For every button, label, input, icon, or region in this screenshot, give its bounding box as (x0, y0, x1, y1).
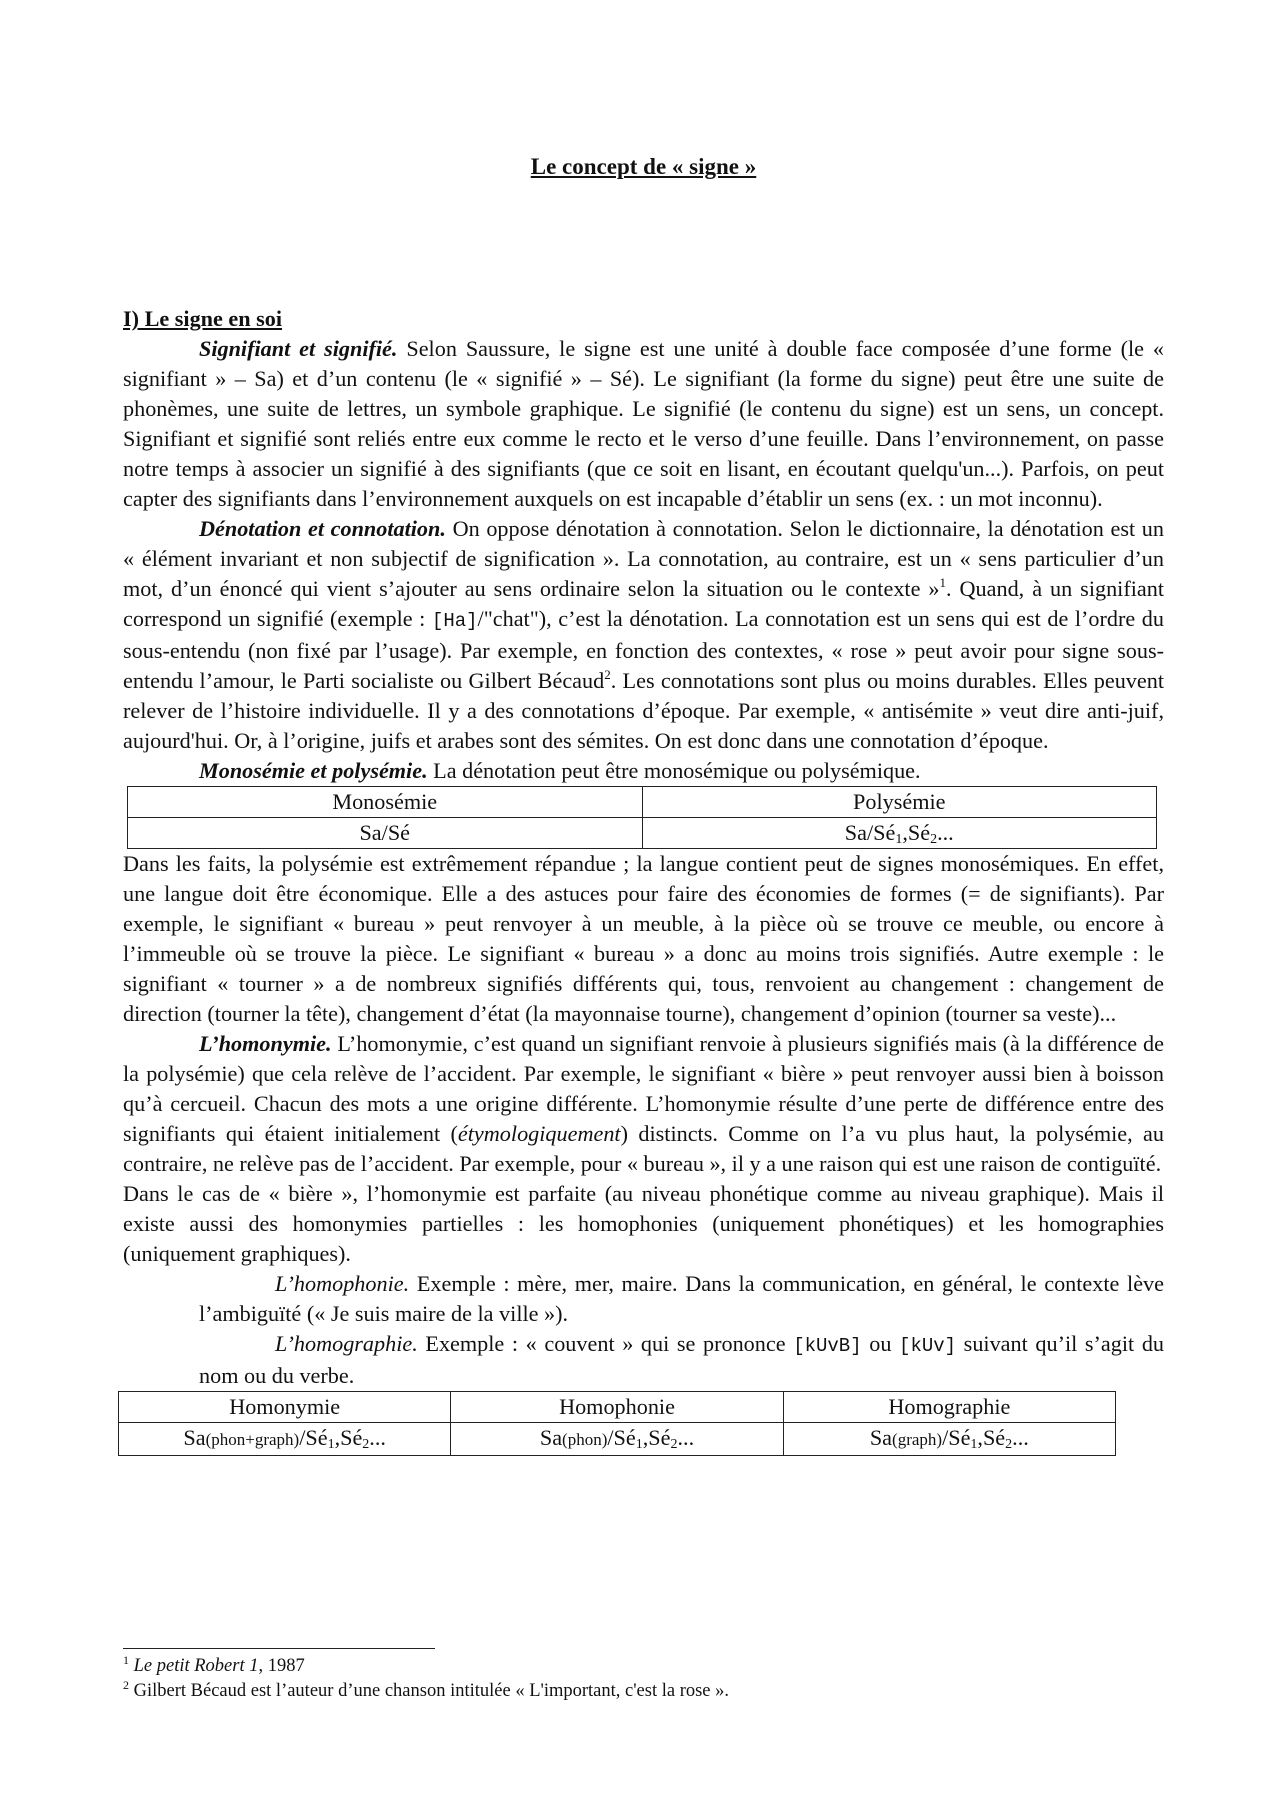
subscript: 1 (970, 1437, 978, 1452)
subscript: 2 (670, 1437, 678, 1452)
footnote-1 (123, 1654, 1164, 1679)
footnote-number: 1 (123, 1653, 129, 1667)
cell-text: ... (677, 1425, 695, 1450)
subscript: 2 (930, 832, 938, 847)
table-row (128, 818, 1157, 849)
paragraph-lead: Monosémie et polysémie. (199, 758, 428, 783)
paragraph-text: ou (861, 1331, 900, 1356)
subscript: 2 (362, 1437, 370, 1452)
subscript: 1 (635, 1437, 643, 1452)
footnotes (123, 1654, 1164, 1704)
table-row (128, 787, 1157, 818)
homonymie-table (118, 1391, 1116, 1456)
footnote-2 (123, 1679, 1164, 1704)
paragraph-denotation (123, 514, 1164, 756)
cell-text: ,Sé (977, 1425, 1006, 1450)
cell-text: Sa (539, 1425, 563, 1450)
document-body (123, 304, 1164, 1456)
footnote-number: 2 (123, 1678, 129, 1692)
cell-text: ... (1012, 1425, 1029, 1450)
cell-small-text: (graph) (892, 1430, 943, 1449)
cell-small-text: (phon) (562, 1430, 608, 1449)
cell-text: Sa (869, 1425, 893, 1450)
cell-text: Sa/Sé (844, 820, 896, 845)
table-cell: Sa/Sé (128, 818, 643, 849)
table-header-cell: Homonymie (119, 1392, 451, 1423)
paragraph-signifiant (123, 334, 1164, 514)
paragraph-monosemie (123, 756, 1164, 786)
subscript: 2 (1005, 1437, 1013, 1452)
footnote-divider (123, 1648, 435, 1649)
table-cell (783, 1423, 1115, 1456)
paragraph-text: ) distincts. Comme on l’a vu plus haut, la polysémie, au contraire, ne relève pas de l’accident. Par exemple, pour « bureau », il y a une raison qui est une raison de contiguïté. (123, 1121, 1164, 1176)
phonetic-transcription: [kUv] (899, 1335, 957, 1357)
table-header-cell: Homographie (783, 1392, 1115, 1423)
paragraph-text: Exemple : mère, mer, maire. Dans la communication, en général, le contexte lève l’ambiguïté (« Je suis maire de la ville »). (199, 1271, 1164, 1326)
paragraph-lead: L’homonymie. (199, 1031, 332, 1056)
table-cell (119, 1423, 451, 1456)
cell-text: ... (369, 1425, 386, 1450)
footnote-italic: Le petit Robert 1 (133, 1656, 259, 1676)
paragraph-biere: Dans le cas de « bière », l’homonymie est parfaite (au niveau phonétique comme au niveau graphique). Mais il existe aussi des homonymies partielles : les homophonies (uniquement phonétiques) et les homographies (uniquement graphiques). (123, 1181, 1164, 1266)
table-cell (642, 818, 1157, 849)
cell-small-text: (phon+graph) (205, 1430, 300, 1449)
paragraph-lead: Dénotation et connotation. (199, 516, 446, 541)
paragraph-lead: L’homophonie. (275, 1271, 410, 1296)
phonetic-transcription: [Ha] (431, 610, 478, 632)
paragraph-text: La dénotation peut être monosémique ou polysémique. (427, 758, 921, 783)
paragraph-polysemie-faits: Dans les faits, la polysémie est extrêmement répandue ; la langue contient peut de signes monosémiques. En effet, une langue doit être économique. Elle a des astuces pour faire des économies de formes (= de signifiants). Par exemple, le signifiant « bureau » peut renvoyer à un meuble, à la pièce où se trouve ce meuble, ou encore à l’immeuble où se trouve la pièce. Le signifiant « bureau » a donc au moins trois signifiés. Autre exemple : le signifiant « tourner » a de nombreux signifiés différents qui, tous, renvoient au changement : changement de direction (tourner la tête), changement d’état (la mayonnaise tourne), changement d’opinion (tourner sa veste)... (123, 851, 1164, 1026)
footnote-ref-2[interactable]: 2 (604, 667, 611, 682)
table-header-cell: Homophonie (451, 1392, 783, 1423)
cell-text: ,Sé (334, 1425, 363, 1450)
table-cell (451, 1423, 783, 1456)
paragraph-text: /"chat"), c’est la dénotation. La connotation est un sens qui est de l’ordre du sous-entendu (non fixé par l’usage). Par exemple, en fonction des contextes, « rose » peut avoir pour signe sous-entendu l’amour, le Parti socialiste ou Gilbert Bécaud (123, 606, 1164, 693)
table-row (119, 1423, 1116, 1456)
footnote-text: , 1987 (258, 1656, 305, 1676)
cell-text: /Sé (607, 1425, 636, 1450)
section-heading: I) Le signe en soi (123, 306, 283, 331)
paragraph-text: . Quand, à un signifiant correspond un signifié (exemple : (123, 576, 1164, 631)
paragraph-lead: L’homographie. (275, 1331, 418, 1356)
paragraph-homonymie (123, 1029, 1164, 1179)
cell-text: /Sé (942, 1425, 971, 1450)
paragraph-text: Selon Saussure, le signe est une unité à double face composée d’une forme (le « signifiant » – Sa) et d’un contenu (le « signifié » – Sé). Le signifiant (la forme du signe) peut être une suite de phonèmes, une suite de lettres, un symbole graphique. Le signifié (le contenu du signe) est un sens, un concept. Signifiant et signifié sont reliés entre eux comme le recto et le verso d’une feuille. Dans l’environnement, on passe notre temps à associer un signifié à des signifiants (que ce soit en lisant, en écoutant quelqu'un...). Parfois, on peut capter des signifiants dans l’environnement auxquels on est incapable d’établir un sens (ex. : un mot inconnu). (123, 336, 1165, 511)
table-header-cell: Polysémie (642, 787, 1157, 818)
cell-text: ... (937, 820, 954, 845)
table-row (119, 1392, 1116, 1423)
cell-text: /Sé (299, 1425, 328, 1450)
paragraph-text: . Les connotations sont plus ou moins durables. Elles peuvent relever de l’histoire individuelle. Il y a des connotations d’époque. Par exemple, « antisémite » veut dire anti-juif, aujourd'hui. Or, à l’origine, juifs et arabes sont des sémites. On est donc dans une connotation d’époque. (123, 668, 1164, 753)
phonetic-transcription: [kUvB] (793, 1335, 862, 1357)
subscript: 1 (327, 1437, 335, 1452)
paragraph-text: L’homonymie, c’est quand un signifiant renvoie à plusieurs signifiés mais (à la différence de la polysémie) que cela relève de l’accident. Par exemple, le signifiant « bière » peut renvoyer aussi bien à boisson qu’à cercueil. Chacun des mots a une origine différente. L’homonymie résulte d’une perte de différence entre des signifiants qui étaient initialement ( (123, 1031, 1164, 1146)
subscript: 1 (895, 832, 903, 847)
cell-text: ,Sé (902, 820, 931, 845)
monosemie-polysemie-table (127, 786, 1157, 849)
paragraph-text: On oppose dénotation à connotation. Selon le dictionnaire, la dénotation est un « élément invariant et non subjectif de signification ». La connotation, au contraire, est un « sens particulier d’un mot, d’un énoncé qui vient s’ajouter au sens ordinaire selon la situation ou le contexte » (123, 516, 1164, 601)
paragraph-homophonie (199, 1269, 1164, 1329)
cell-text: ,Sé (642, 1425, 671, 1450)
paragraph-italic: étymologiquement (457, 1121, 621, 1146)
paragraph-text: suivant qu’il s’agit du nom ou du verbe. (199, 1331, 1165, 1388)
paragraph-lead: Signifiant et signifié. (199, 336, 398, 361)
paragraph-homographie (199, 1329, 1164, 1391)
footnote-text: Gilbert Bécaud est l’auteur d’une chanson intitulée « L'important, c'est la rose ». (129, 1681, 730, 1701)
cell-text: Sa (183, 1425, 206, 1450)
table-header-cell: Monosémie (128, 787, 643, 818)
page-title: Le concept de « signe » (530, 154, 757, 179)
footnote-ref-1[interactable]: 1 (939, 575, 946, 590)
paragraph-text: Exemple : « couvent » qui se prononce (417, 1331, 794, 1356)
